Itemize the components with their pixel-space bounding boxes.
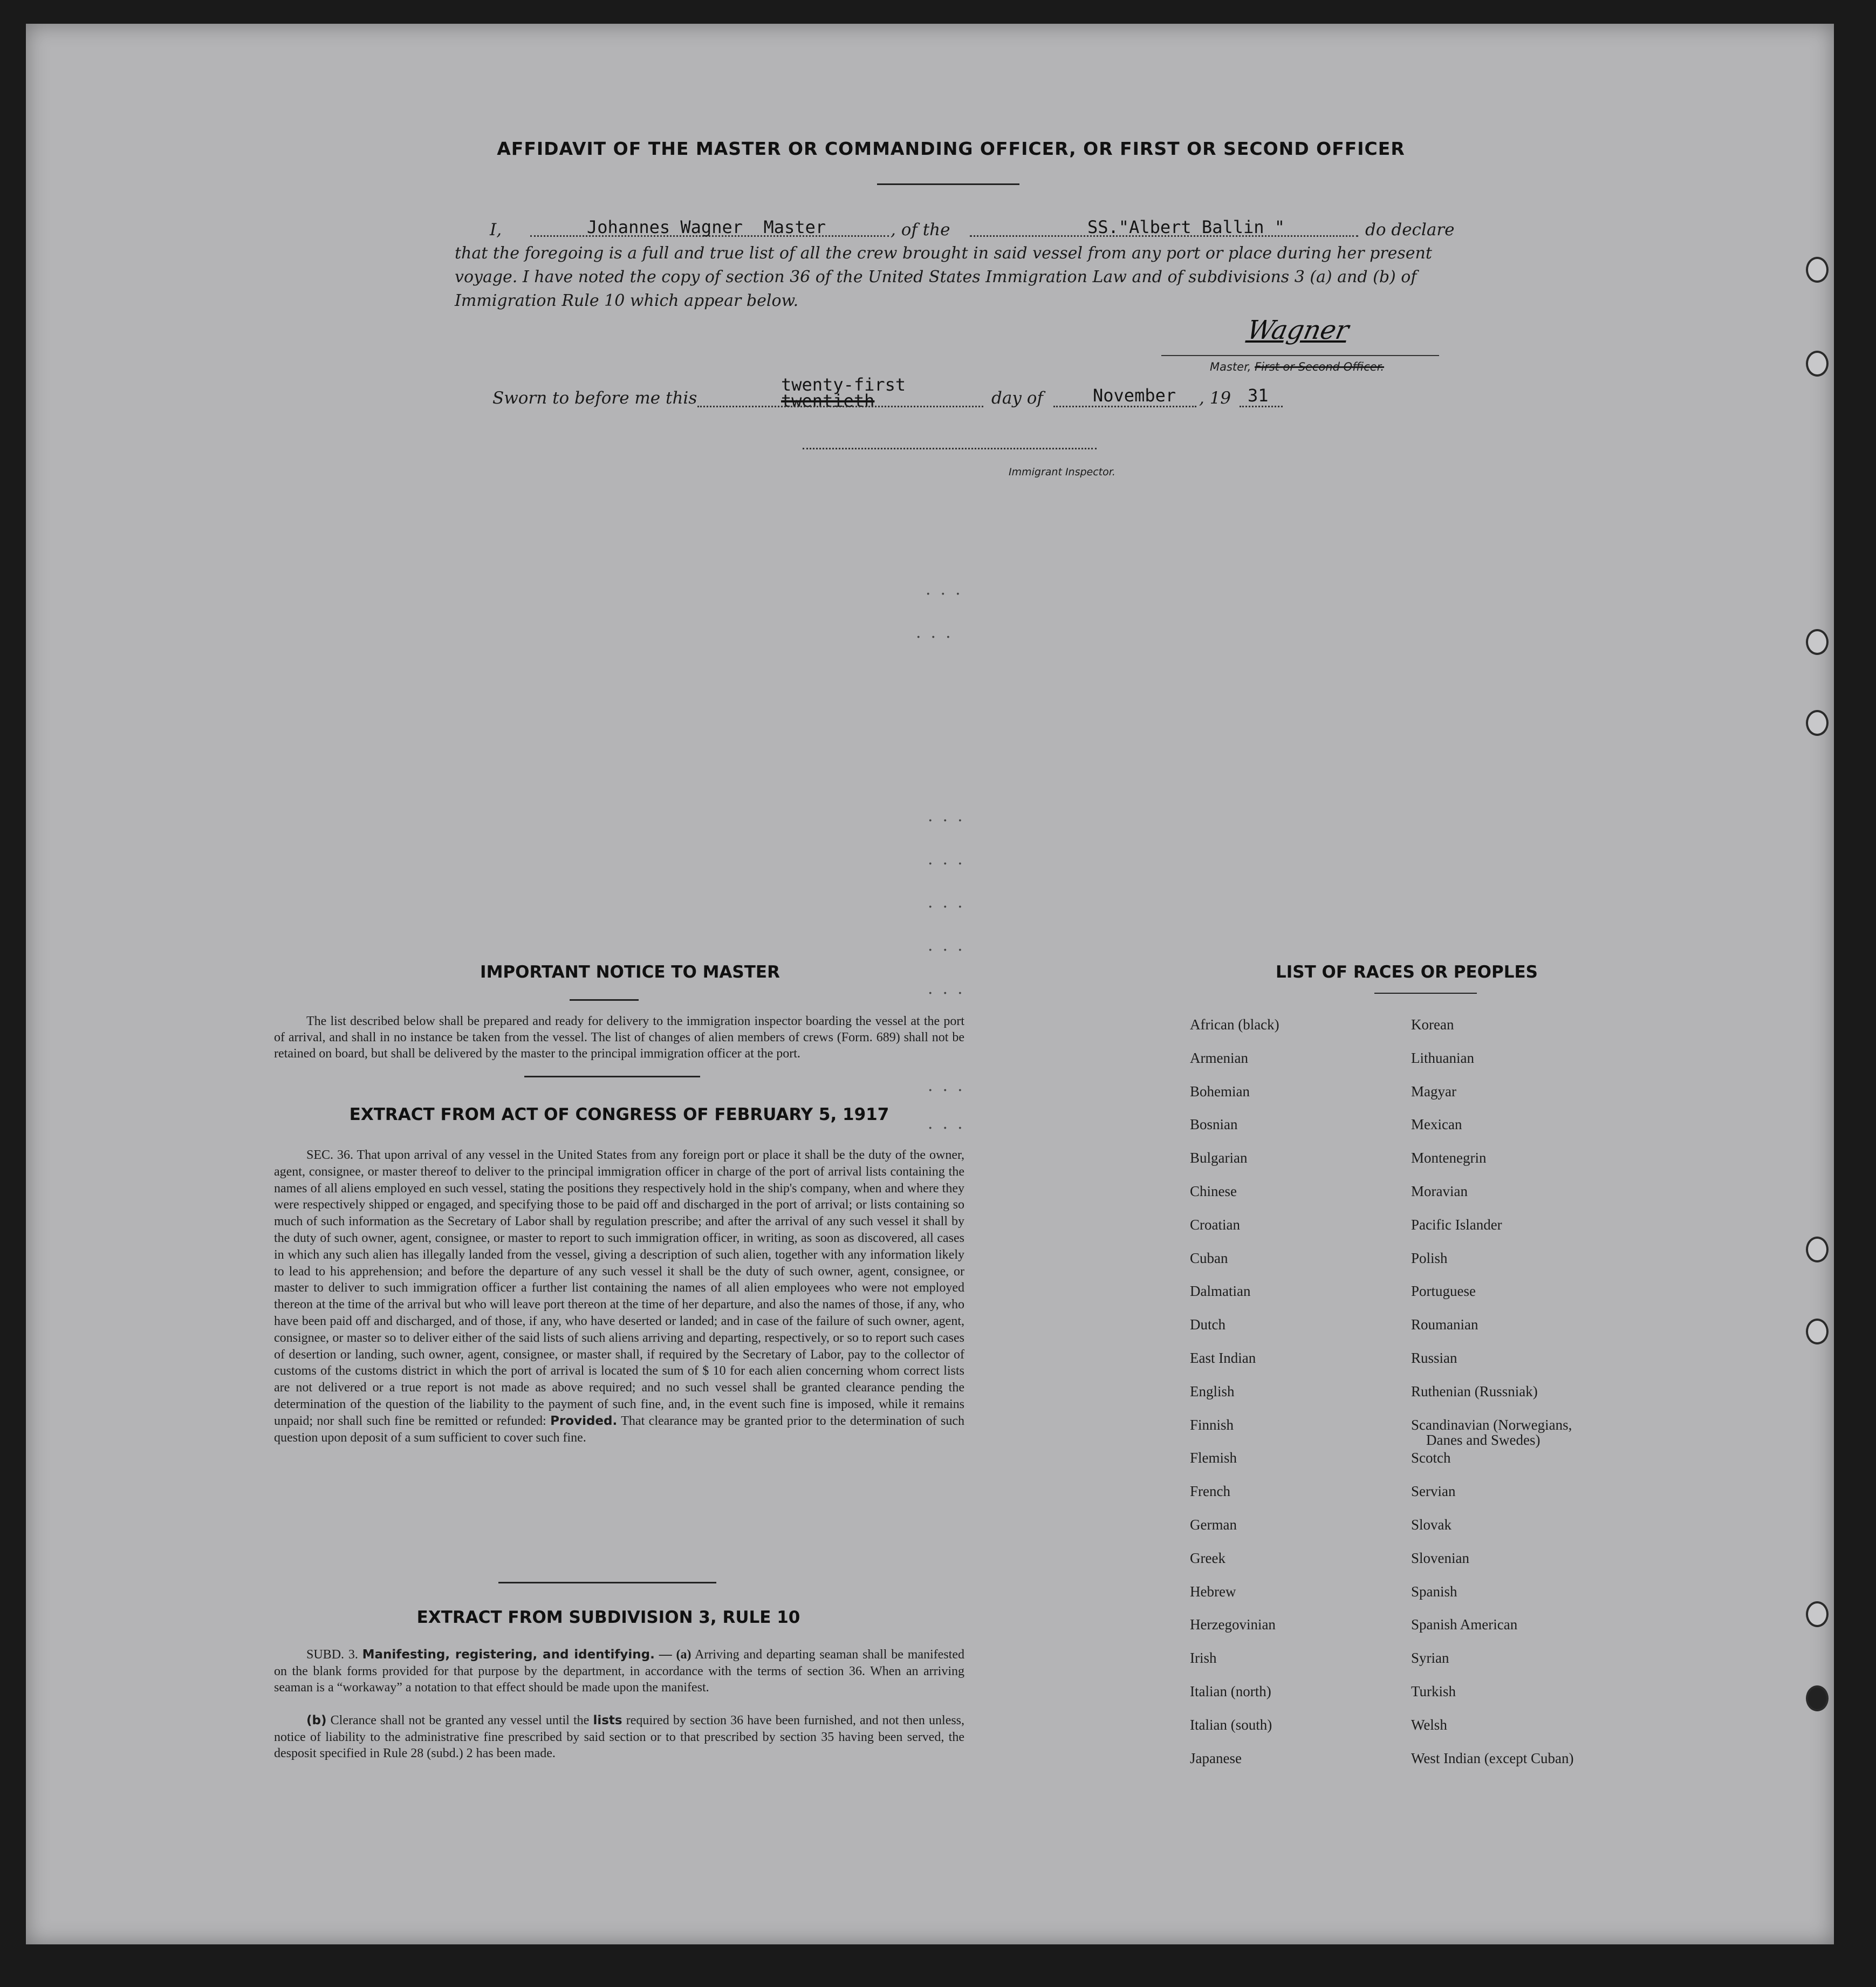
race-item: Slovenian xyxy=(1411,1549,1469,1566)
race-item: Welsh xyxy=(1411,1716,1447,1733)
race-item: Chinese xyxy=(1190,1183,1237,1199)
race-item: Dalmatian xyxy=(1190,1283,1251,1300)
race-item: Armenian xyxy=(1190,1049,1248,1066)
race-item: Cuban xyxy=(1190,1249,1228,1266)
affidavit-line2: that the foregoing is a full and true list of all the crew brought in said vessel from any port or place during her present xyxy=(455,244,1432,263)
binder-hole xyxy=(1806,629,1829,655)
inspector-caption: Immigrant Inspector. xyxy=(1009,466,1115,478)
race-item: Bosnian xyxy=(1190,1116,1238,1133)
race-item: Syrian xyxy=(1411,1650,1449,1667)
race-item: Polish xyxy=(1411,1249,1448,1266)
race-item: Mexican xyxy=(1411,1116,1462,1133)
race-item: Korean xyxy=(1411,1016,1454,1033)
signature-line xyxy=(1161,355,1439,356)
race-item: Scotch xyxy=(1411,1450,1451,1466)
sworn-mid: day of xyxy=(991,388,1043,408)
binder-hole xyxy=(1806,1685,1829,1711)
sworn-month: November xyxy=(1093,385,1176,406)
affidavit-line3: voyage. I have noted the copy of section 36 of the United States Immigration Law and of subdivisions 3 (a) and (b) of xyxy=(455,268,1417,286)
rule-subd-heading: Manifesting, registering, and identifying. xyxy=(362,1648,655,1662)
rule-b-lists: lists xyxy=(593,1713,622,1727)
master-signature: Wagner xyxy=(1244,315,1352,345)
rule-title: EXTRACT FROM SUBDIVISION 3, RULE 10 xyxy=(416,1608,800,1627)
affidavit-line1-prefix: I, xyxy=(490,220,502,240)
binder-hole xyxy=(1806,710,1829,736)
race-item: Portuguese xyxy=(1411,1283,1476,1300)
race-item: Slovak xyxy=(1411,1517,1452,1533)
race-item: French xyxy=(1190,1483,1230,1500)
affidavit-line1-suffix: do declare xyxy=(1365,220,1455,240)
race-item: Italian (south) xyxy=(1190,1716,1272,1733)
binder-hole xyxy=(1806,257,1829,283)
act-separator xyxy=(498,1582,716,1583)
stamp-dots: ··· xyxy=(916,628,961,647)
race-item: Flemish xyxy=(1190,1450,1237,1466)
race-item: Herzegovinian xyxy=(1190,1616,1276,1633)
race-item: Irish xyxy=(1190,1650,1217,1667)
rule-b-text-2: required by section 36 have been furnished, and not then unless, notice of liability to the administrative fine prescribed by said section or to that prescribed by section 35 having been served, the desposit specified in Rule 28 (subd.) 2 has been made. xyxy=(274,1713,965,1760)
notice-title: IMPORTANT NOTICE TO MASTER xyxy=(480,962,780,982)
rule-a-label: — (a) xyxy=(659,1648,691,1662)
races-title-rule xyxy=(1374,993,1477,994)
race-item: German xyxy=(1190,1517,1237,1533)
rule-subd-prefix: SUBD. 3. xyxy=(306,1648,358,1662)
race-item: East Indian xyxy=(1190,1350,1256,1366)
sworn-day-line xyxy=(697,406,983,407)
sworn-year-line xyxy=(1240,406,1283,407)
signature-caption-struck: First or Second Officer. xyxy=(1255,360,1385,373)
race-item-continuation: Danes and Swedes) xyxy=(1426,1431,1540,1448)
races-left-column xyxy=(1190,1016,1395,1815)
act-proviso-label: Provided. xyxy=(550,1414,618,1428)
race-item: English xyxy=(1190,1383,1235,1399)
binder-hole xyxy=(1806,1601,1829,1627)
rule-text xyxy=(274,1647,964,1696)
notice-text: The list described below shall be prepared and ready for delivery to the immigration inspector boarding the vessel at the port of arrival, and shall in no instance be taken from the vessel. The list of changes of alien members of crews (Form. 689) shall not be retained on board, but shall be delivered by the master to the principal immigration officer at the port. xyxy=(274,1014,964,1061)
race-item: Pacific Islander xyxy=(1411,1216,1502,1233)
sworn-month-line xyxy=(1053,406,1196,407)
race-item: Spanish American xyxy=(1411,1616,1518,1633)
rule-b-text xyxy=(274,1712,964,1762)
race-item: Magyar xyxy=(1411,1083,1456,1100)
inspector-line xyxy=(803,448,1097,449)
race-item: Montenegrin xyxy=(1411,1150,1487,1166)
races-title: LIST OF RACES OR PEOPLES xyxy=(1275,962,1538,982)
sworn-day: twenty-first xyxy=(781,374,906,395)
notice-separator xyxy=(524,1076,700,1077)
stamp-dots: ··· xyxy=(928,984,973,1003)
race-item: Ruthenian (Russniak) xyxy=(1411,1383,1538,1399)
vessel-name: SS."Albert Ballin " xyxy=(1087,217,1285,237)
declarant-name: Johannes Wagner Master xyxy=(587,217,826,237)
race-item: Russian xyxy=(1411,1350,1457,1366)
stamp-dots: ··· xyxy=(928,855,973,873)
document-page xyxy=(26,24,1834,1944)
binder-hole xyxy=(1806,1237,1829,1262)
race-item: Bohemian xyxy=(1190,1083,1250,1100)
race-item: Dutch xyxy=(1190,1316,1225,1333)
affidavit-title: AFFIDAVIT OF THE MASTER OR COMMANDING OFFICER, OR FIRST OR SECOND OFFICER xyxy=(497,138,1405,159)
sworn-year: 31 xyxy=(1248,385,1269,406)
act-text xyxy=(274,1147,964,1446)
race-item: Roumanian xyxy=(1411,1316,1478,1333)
rule-a-text: Arriving and departing seaman shall be manifested on the blank forms provided for that purpose by the department, in accordance with the terms of section 36. When an arriving seaman is a “workaway” a notation to that effect should be made upon the manifest. xyxy=(274,1648,964,1695)
act-title: EXTRACT FROM ACT OF CONGRESS OF FEBRUARY 5, 1917 xyxy=(349,1105,889,1124)
race-item: Finnish xyxy=(1190,1416,1234,1433)
race-item: Turkish xyxy=(1411,1683,1456,1699)
race-item: Japanese xyxy=(1190,1750,1242,1766)
race-item: Moravian xyxy=(1411,1183,1468,1199)
affidavit-title-rule xyxy=(877,183,1019,185)
race-item: Scandinavian (Norwegians, xyxy=(1411,1416,1572,1433)
stamp-dots: ··· xyxy=(928,1081,973,1100)
race-item: Italian (north) xyxy=(1190,1683,1271,1699)
act-proviso-text: That clearance may be granted prior to the determination of such question upon deposit of a sum sufficient to cover such fine. xyxy=(274,1414,964,1445)
notice-title-rule xyxy=(570,999,639,1001)
race-item: Greek xyxy=(1190,1549,1225,1566)
race-item: Hebrew xyxy=(1190,1583,1236,1600)
signature-caption xyxy=(1210,360,1384,373)
signature-caption-master: Master, xyxy=(1210,360,1251,373)
stamp-dots: ··· xyxy=(928,898,973,917)
binder-hole xyxy=(1806,351,1829,377)
race-item: Spanish xyxy=(1411,1583,1457,1600)
races-right-column xyxy=(1411,1016,1735,1815)
stamp-dots: ··· xyxy=(928,1119,973,1138)
race-item: Croatian xyxy=(1190,1216,1240,1233)
race-item: Lithuanian xyxy=(1411,1049,1474,1066)
affidavit-line4: Immigration Rule 10 which appear below. xyxy=(455,291,799,310)
stamp-dots: ··· xyxy=(928,941,973,960)
race-item: African (black) xyxy=(1190,1016,1279,1033)
sworn-prefix: Sworn to before me this xyxy=(492,388,697,408)
race-item: Servian xyxy=(1411,1483,1456,1500)
stamp-dots: ··· xyxy=(928,811,973,830)
race-item: West Indian (except Cuban) xyxy=(1411,1750,1574,1766)
rule-b-text-1: Clerance shall not be granted any vessel until the xyxy=(330,1713,590,1727)
sworn-day-struck: twentieth xyxy=(781,391,875,411)
race-item: Bulgarian xyxy=(1190,1150,1248,1166)
sworn-year-prefix: , 19 xyxy=(1199,388,1231,408)
binder-hole xyxy=(1806,1319,1829,1344)
stamp-dots: ··· xyxy=(926,585,970,604)
rule-b-label: (b) xyxy=(306,1713,327,1727)
act-body: SEC. 36. That upon arrival of any vessel in the United States from any foreign port or place it shall be the duty of the owner, agent, consignee, or master thereof to deliver to the principal immigration officer in charge of the port of arrival lists containing the names of all aliens employed en such vessel, stating the positions they respectively hold in the ship's company, when and where they were respectively shipped or engaged, and specifying those to be paid off and discharged in the port of arrival; or lists containing so much of such information as the Secretary of Labor shall by regulation prescribe; and after the arrival of any such vessel it shall by the duty of such owner, agent, consignee, or master to report to such immigration officer, in writing, as soon as discovered, all cases in which any such alien has illegally landed from the vessel, giving a description of such alien, together with any information likely to lead to his apprehension; and before the departure of any such vessel it shall be the duty of such owner, agent, consignee, or master to deliver to such immigration officer a further list containing the names of all alien employees who were not employed thereon at the time of the arrival but who will leave port thereon at the time of her departure, and also the names of those, if any, who have been paid off and discharged, and of those, if any, who have deserted or landed; and in case of the failure of such owner, agent, consignee, or master so to deliver either of the said lists of such aliens arriving and departing, respectively, or so to report such cases of desertion or landing, such owner, agent, consignee, or master shall, if required by the Secretary of Labor, pay to the collector of customs of the customs district in which the port of arrival is located the sum of $ 10 for each alien concerning whom correct lists are not delivered or a true report is not made as above required; and no such vessel shall be granted clearance pending the determination of the question of the liability to the payment of such fine, and, in the event such fine is imposed, while it remains unpaid; nor shall such fine be remitted or refunded: xyxy=(274,1148,964,1428)
affidavit-line1-mid: , of the xyxy=(891,220,950,240)
